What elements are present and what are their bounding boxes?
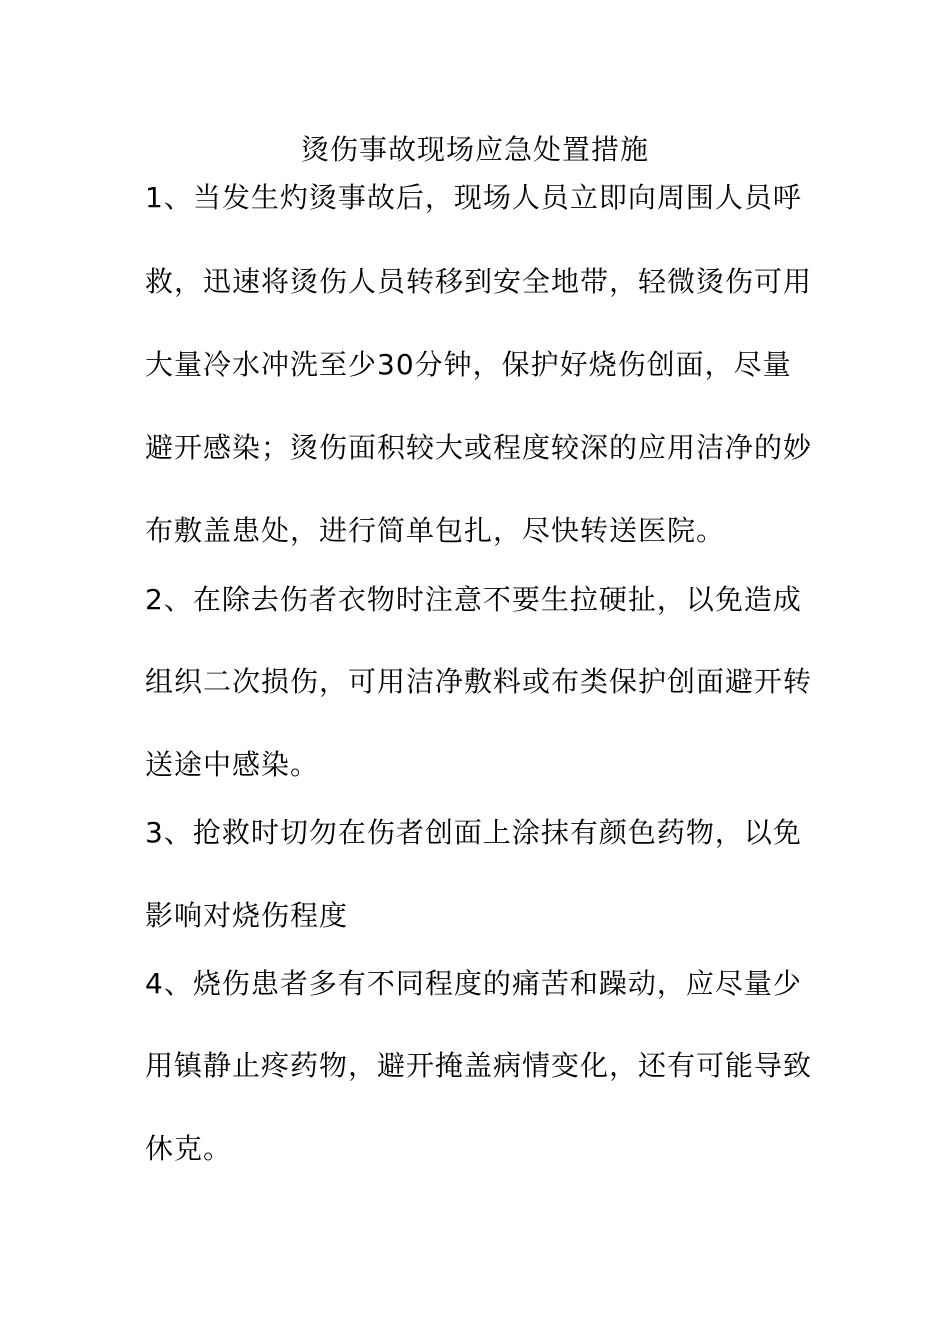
text-line: 送途中感染。 [145, 748, 320, 781]
text-line: 避开感染；烫伤面积较大或程度较深的应用洁净的妙 [145, 431, 813, 464]
text-line: 3、抢救时切勿在伤者创面上涂抹有颜色药物，以免 [145, 816, 802, 849]
text-line: 2、在除去伤者衣物时注意不要生拉硬扯，以免造成 [145, 583, 802, 616]
text-line: 1、当发生灼烫事故后，现场人员立即向周围人员呼 [145, 181, 802, 214]
text-line: 4、烧伤患者多有不同程度的痛苦和躁动，应尽量少 [145, 967, 802, 1000]
text-line: 布敷盖患处，进行简单包扎，尽快转送医院。 [145, 514, 726, 547]
text-line: 救，迅速将烫伤人员转移到安全地带，轻微烫伤可用 [145, 265, 813, 298]
text-line: 大量冷水冲洗至少30分钟，保护好烧伤创面，尽量 [145, 348, 792, 381]
text-line: 组织二次损伤，可用洁净敷料或布类保护创面避开转 [145, 665, 813, 698]
text-line: 影响对烧伤程度 [145, 899, 349, 932]
text-line: 休克。 [145, 1132, 233, 1165]
text-line: 用镇静止疼药物，避开掩盖病情变化，还有可能导致 [145, 1049, 813, 1082]
document-title: 烫伤事故现场应急处置措施 [300, 133, 649, 166]
